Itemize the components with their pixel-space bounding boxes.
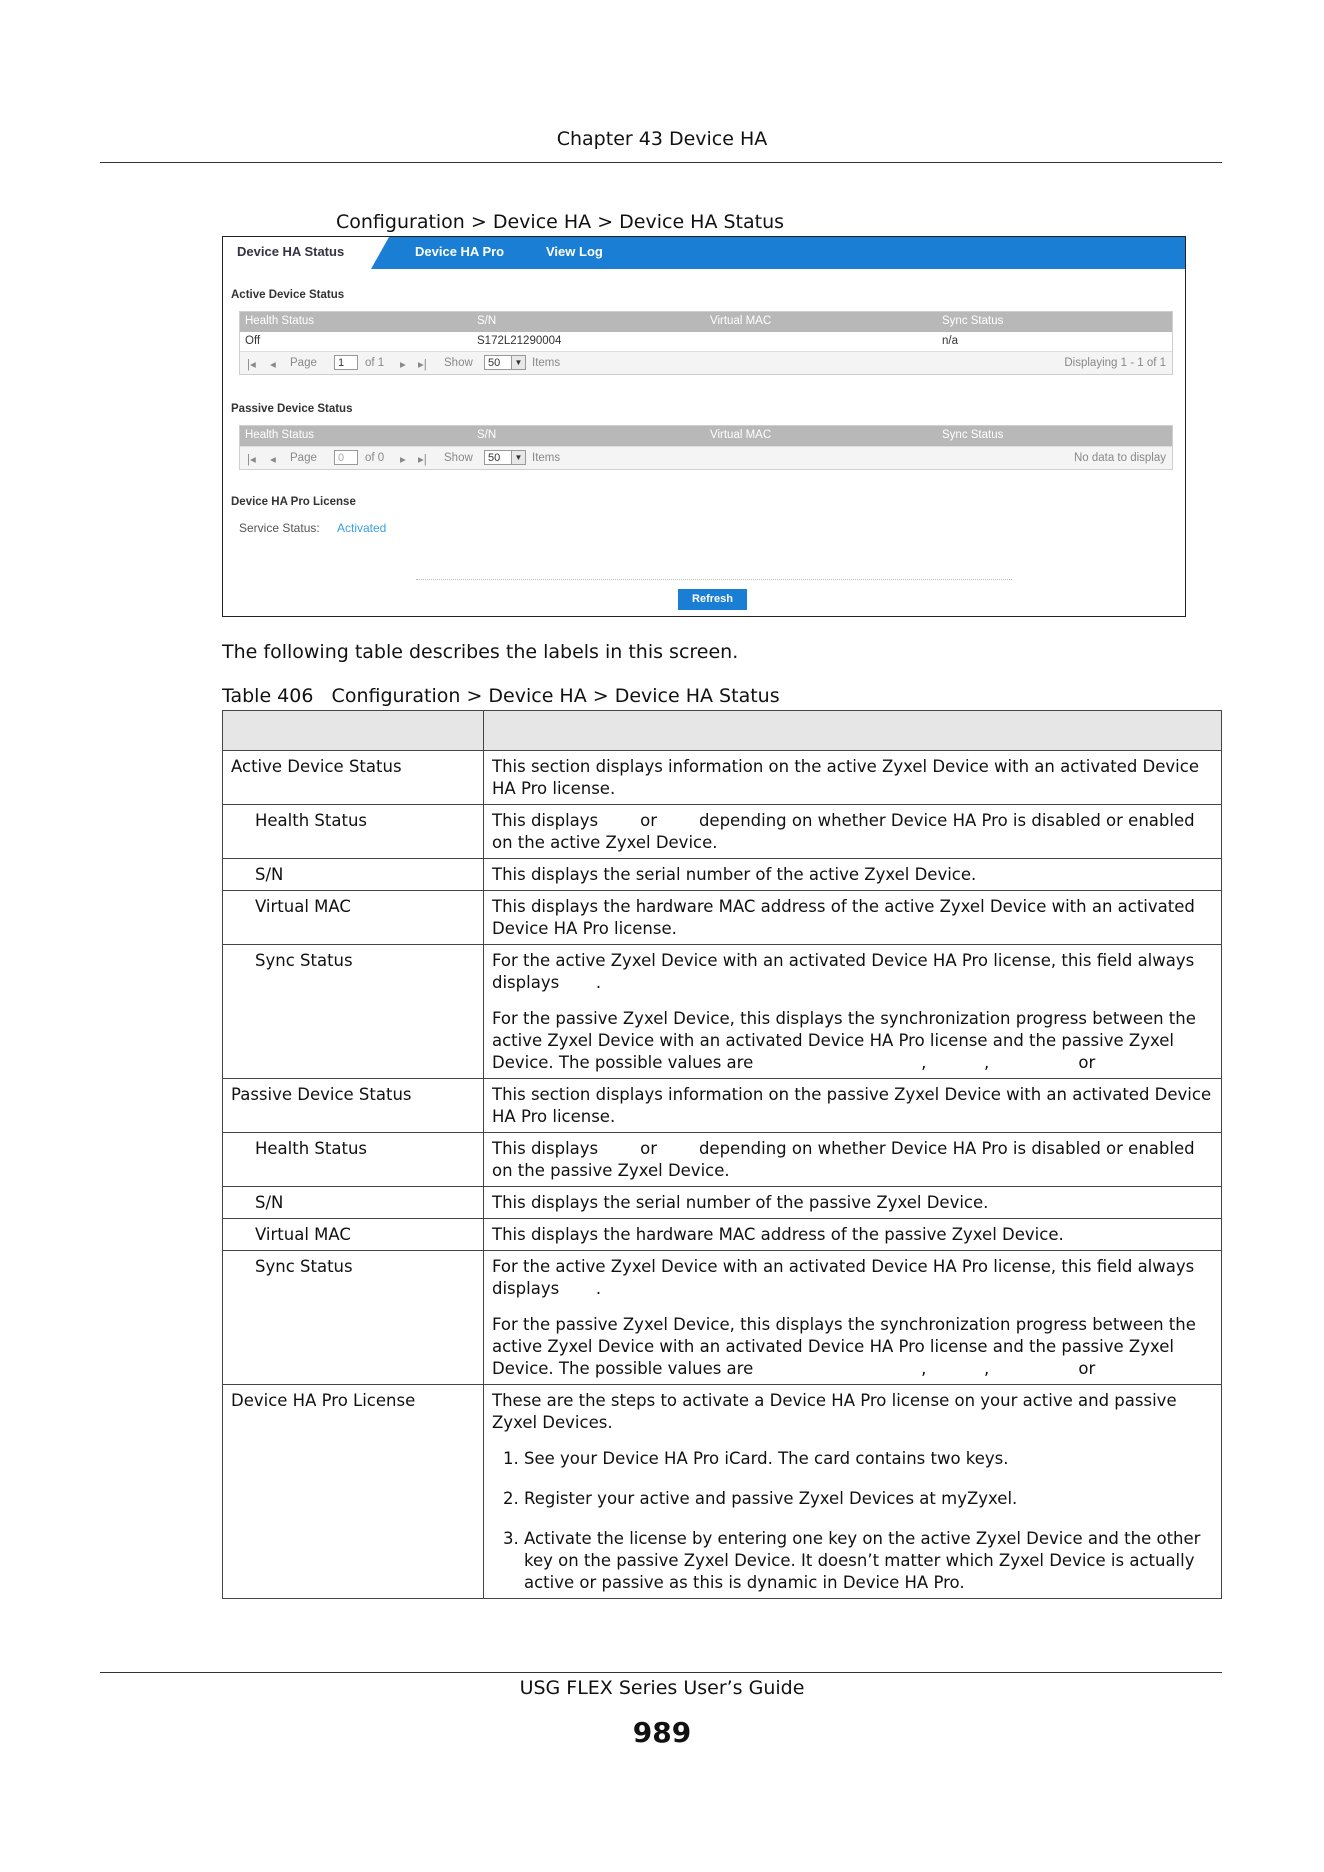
divider [416,579,1012,580]
page-label: Page [290,452,317,464]
table-row [223,1187,1222,1219]
figure-caption: Configuration > Device HA > Device HA Status [336,211,785,233]
col-sn[interactable]: S/N [477,429,497,441]
description-paragraph: These are the steps to activate a Device HA Pro license on your active and passive Zyxel Devices. [492,1391,1177,1432]
table-row[interactable] [240,332,1172,351]
row-description: This section displays information on the active Zyxel Device with an activated Device HA Pro license. [484,751,1222,805]
col-virtual-mac[interactable]: Virtual MAC [710,429,772,441]
row-description: This displays the serial number of the active Zyxel Device. [484,859,1222,891]
intro-text: The following table describes the labels in this screen. [222,641,739,663]
first-page-icon[interactable]: |◂ [247,359,256,371]
table-row [223,1251,1222,1385]
row-label: Sync Status [223,1251,484,1385]
active-section-title: Active Device Status [231,289,345,301]
show-label: Show [444,357,473,369]
row-description [484,1385,1222,1599]
row-description [484,945,1222,1079]
description-paragraph: For the active Zyxel Device with an activated Device HA Pro license, this field always displays . [492,1257,1200,1298]
chapter-title: Chapter 43 Device HA [556,128,768,150]
device-ha-status-screenshot [222,236,1186,617]
table-header-row [223,711,1222,751]
col-health-status[interactable]: Health Status [245,315,315,327]
row-label: Device HA Pro License [223,1385,484,1599]
active-device-grid [239,311,1173,375]
col-health-status[interactable]: Health Status [245,429,315,441]
page-size-select[interactable]: 50 [484,450,512,465]
tab-bar [223,237,1185,269]
last-page-icon[interactable]: ▸| [418,359,427,371]
table-row [223,859,1222,891]
row-description: This displays or depending on whether Device HA Pro is disabled or enabled on the active Zyxel Device. [484,805,1222,859]
items-label: Items [532,357,561,369]
table-row [223,1385,1222,1599]
row-description [484,1251,1222,1385]
tab-device-ha-status[interactable]: Device HA Status [223,237,371,269]
page-size-select[interactable]: 50 [484,355,512,370]
table-row [223,805,1222,859]
table-row [223,891,1222,945]
tab-view-log[interactable]: View Log [546,244,603,259]
row-description: This displays the serial number of the passive Zyxel Device. [484,1187,1222,1219]
description-paragraph: For the passive Zyxel Device, this displays the synchronization progress between the active Zyxel Device with an activated Device HA Pro license and the passive Zyxel Device. The possible values are , , or [492,1315,1202,1378]
tab-device-ha-pro[interactable]: Device HA Pro [415,244,505,259]
page-input[interactable]: 0 [334,450,358,465]
row-label: Health Status [223,805,484,859]
row-label: Sync Status [223,945,484,1079]
service-status-label: Service Status: [239,521,320,535]
page-of: of 1 [365,357,385,369]
page-of: of 0 [365,452,385,464]
row-label: Virtual MAC [223,1219,484,1251]
cell-sn: S172L21290004 [477,335,562,347]
last-page-icon[interactable]: ▸| [418,454,427,466]
show-label: Show [444,452,473,464]
row-label: Health Status [223,1133,484,1187]
cell-sync: n/a [942,335,958,347]
col-sync-status[interactable]: Sync Status [942,315,1004,327]
page-input[interactable]: 1 [334,355,358,370]
guide-title: USG FLEX Series User’s Guide [519,1677,805,1699]
pager [240,351,1172,374]
table-row [223,1133,1222,1187]
col-virtual-mac[interactable]: Virtual MAC [710,315,772,327]
table-row [223,1219,1222,1251]
page-number: 989 [632,1716,692,1749]
display-info: No data to display [1073,452,1166,464]
footer-rule [100,1672,1222,1673]
pager [240,446,1172,469]
passive-device-grid [239,425,1173,470]
page-label: Page [290,357,317,369]
table-row [223,751,1222,805]
service-status-value: Activated [337,521,387,535]
next-page-icon[interactable]: ▸ [400,454,406,466]
cell-health: Off [245,335,261,347]
next-page-icon[interactable]: ▸ [400,359,406,371]
row-description: This displays the hardware MAC address of the passive Zyxel Device. [484,1219,1222,1251]
description-table [222,710,1222,1599]
row-label: Virtual MAC [223,891,484,945]
header-rule [100,162,1222,163]
list-item: 1. See your Device HA Pro iCard. The card contains two keys. [524,1448,1213,1470]
license-section-title: Device HA Pro License [231,496,356,508]
chevron-down-icon[interactable]: ▼ [511,450,526,465]
table-row [223,945,1222,1079]
refresh-button[interactable]: Refresh [678,589,747,610]
col-sync-status[interactable]: Sync Status [942,429,1004,441]
list-item: 2. Register your active and passive Zyxel Devices at myZyxel. [524,1488,1213,1510]
prev-page-icon[interactable]: ◂ [270,454,276,466]
prev-page-icon[interactable]: ◂ [270,359,276,371]
first-page-icon[interactable]: |◂ [247,454,256,466]
chevron-down-icon[interactable]: ▼ [511,355,526,370]
row-description: This displays the hardware MAC address of the active Zyxel Device with an activated Device HA Pro license. [484,891,1222,945]
display-info: Displaying 1 - 1 of 1 [1064,357,1166,369]
list-item: 3. Activate the license by entering one key on the active Zyxel Device and the other key on the passive Zyxel Device. It doesn’t matter which Zyxel Device is actually active or passive as this is dynamic in Device HA Pro. [524,1528,1213,1594]
items-label: Items [532,452,561,464]
col-sn[interactable]: S/N [477,315,497,327]
grid-header [240,312,1172,332]
row-label: S/N [223,1187,484,1219]
steps-list [492,1448,1213,1594]
passive-section-title: Passive Device Status [231,403,353,415]
grid-header [240,426,1172,446]
row-description: This section displays information on the passive Zyxel Device with an activated Device HA Pro license. [484,1079,1222,1133]
row-label: Passive Device Status [223,1079,484,1133]
description-paragraph: For the passive Zyxel Device, this displays the synchronization progress between the active Zyxel Device with an activated Device HA Pro license and the passive Zyxel Device. The possible values are , , or [492,1009,1202,1072]
table-caption: Table 406 Configuration > Device HA > Device HA Status [222,685,780,707]
row-label: Active Device Status [223,751,484,805]
row-description: This displays or depending on whether Device HA Pro is disabled or enabled on the passive Zyxel Device. [484,1133,1222,1187]
table-row [223,1079,1222,1133]
description-paragraph: For the active Zyxel Device with an activated Device HA Pro license, this field always displays . [492,951,1200,992]
row-label: S/N [223,859,484,891]
